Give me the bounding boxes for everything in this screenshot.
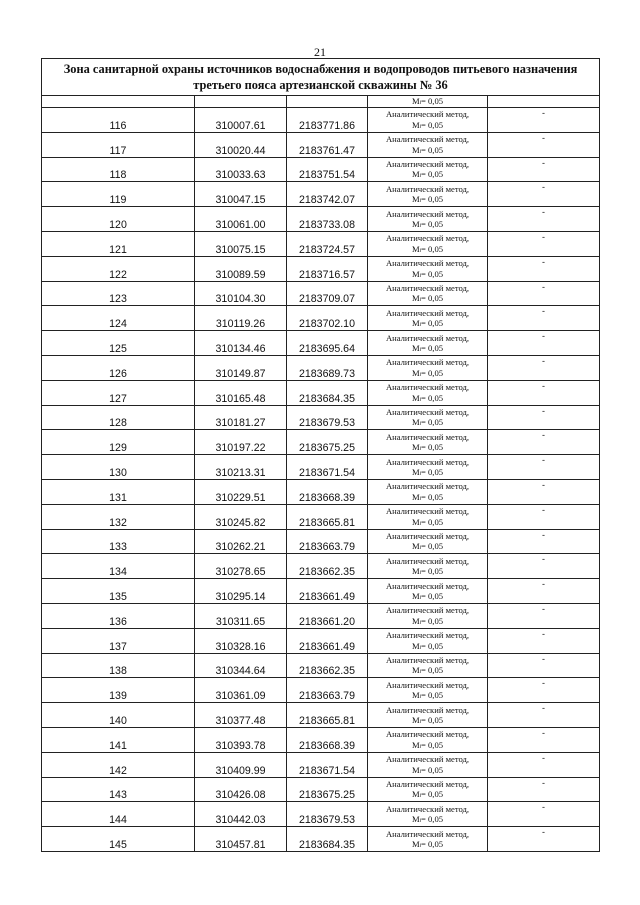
accuracy-text: Mₗ= 0,05 — [411, 194, 444, 205]
cell-note: - — [488, 479, 600, 504]
table-row-partial — [42, 96, 600, 108]
method-text: Аналитический метод, — [385, 158, 470, 169]
cell-note: - — [488, 603, 600, 628]
cell-number: 125 — [42, 331, 195, 356]
method-text: Аналитический метод, — [385, 431, 470, 442]
method-text: Аналитический метод, — [385, 754, 470, 765]
method-text: Аналитический метод, — [385, 258, 470, 269]
cell-note: - — [488, 529, 600, 554]
cell-method — [368, 157, 488, 182]
cell-method — [368, 306, 488, 331]
cell-number: 128 — [42, 405, 195, 430]
accuracy-text: Mₗ= 0,05 — [411, 367, 444, 378]
cell-method — [368, 207, 488, 232]
table-row — [42, 777, 600, 802]
cell-y: 2183742.07 — [287, 182, 368, 207]
cell-y: 2183662.35 — [287, 554, 368, 579]
cell-note: - — [488, 355, 600, 380]
cell-x: 310442.03 — [195, 802, 287, 827]
cell-y: 2183695.64 — [287, 331, 368, 356]
accuracy-text: Mₗ= 0,05 — [411, 318, 444, 329]
table-title-line-2: третьего пояса артезианской скважины № 36 — [193, 78, 448, 92]
cell-x: 310377.48 — [195, 703, 287, 728]
accuracy-text: Mₗ= 0,05 — [411, 467, 444, 478]
cell-x: 310104.30 — [195, 281, 287, 306]
cell-note: - — [488, 306, 600, 331]
table-title-row — [42, 59, 600, 96]
cell-number: 134 — [42, 554, 195, 579]
cell-note: - — [488, 281, 600, 306]
accuracy-text: Mₗ= 0,05 — [411, 293, 444, 304]
cell-y: 2183665.81 — [287, 703, 368, 728]
cell-number: 119 — [42, 182, 195, 207]
cell-x: 310061.00 — [195, 207, 287, 232]
cell-number: 136 — [42, 603, 195, 628]
cell-x — [195, 96, 287, 108]
cell-note: - — [488, 504, 600, 529]
accuracy-text: Mₗ= 0,05 — [411, 144, 444, 155]
cell-method — [368, 554, 488, 579]
table-row — [42, 256, 600, 281]
cell-y: 2183702.10 — [287, 306, 368, 331]
cell-number: 116 — [42, 108, 195, 133]
cell-method — [368, 603, 488, 628]
cell-x: 310089.59 — [195, 256, 287, 281]
cell-note: - — [488, 579, 600, 604]
cell-y: 2183663.79 — [287, 529, 368, 554]
cell-x: 310149.87 — [195, 355, 287, 380]
cell-method — [368, 628, 488, 653]
cell-x: 310426.08 — [195, 777, 287, 802]
cell-note: - — [488, 752, 600, 777]
cell-note: - — [488, 157, 600, 182]
accuracy-text: Mₗ= 0,05 — [411, 789, 444, 800]
table-row — [42, 727, 600, 752]
table-row — [42, 802, 600, 827]
cell-number: 124 — [42, 306, 195, 331]
page-number: 21 — [314, 45, 326, 59]
cell-y: 2183716.57 — [287, 256, 368, 281]
method-text: Аналитический метод, — [385, 530, 470, 541]
cell-number: 142 — [42, 752, 195, 777]
table-row — [42, 603, 600, 628]
accuracy-text: Mₗ= 0,05 — [411, 839, 444, 849]
cell-note: - — [488, 653, 600, 678]
cell-x: 310393.78 — [195, 727, 287, 752]
cell-x: 310457.81 — [195, 827, 287, 852]
accuracy-text: Mₗ= 0,05 — [411, 739, 444, 750]
cell-y: 2183661.49 — [287, 579, 368, 604]
method-text: Аналитический метод, — [385, 481, 470, 492]
method-text: Аналитический метод, — [385, 605, 470, 616]
cell-method — [368, 479, 488, 504]
table-row — [42, 653, 600, 678]
cell-number — [42, 96, 195, 108]
cell-method — [368, 653, 488, 678]
cell-y: 2183761.47 — [287, 132, 368, 157]
accuracy-text: Mₗ= 0,05 — [411, 516, 444, 527]
table-row — [42, 132, 600, 157]
cell-number: 129 — [42, 430, 195, 455]
cell-method — [368, 231, 488, 256]
cell-x: 310213.31 — [195, 455, 287, 480]
method-text: Аналитический метод, — [385, 233, 470, 244]
cell-note: - — [488, 430, 600, 455]
cell-x: 310075.15 — [195, 231, 287, 256]
cell-method — [368, 827, 488, 852]
method-text: Аналитический метод, — [385, 506, 470, 517]
cell-number: 138 — [42, 653, 195, 678]
cell-note: - — [488, 231, 600, 256]
cell-x: 310007.61 — [195, 108, 287, 133]
accuracy-text: Mₗ= 0,05 — [411, 392, 444, 403]
table-row — [42, 430, 600, 455]
cell-method — [368, 529, 488, 554]
cell-x: 310278.65 — [195, 554, 287, 579]
cell-y: 2183679.53 — [287, 405, 368, 430]
accuracy-text: Mₗ= 0,05 — [411, 591, 444, 602]
cell-y: 2183671.54 — [287, 455, 368, 480]
table-row — [42, 628, 600, 653]
cell-x: 310020.44 — [195, 132, 287, 157]
method-text: Аналитический метод, — [385, 704, 470, 715]
cell-note: - — [488, 405, 600, 430]
cell-number: 127 — [42, 380, 195, 405]
cell-x: 310033.63 — [195, 157, 287, 182]
cell-y: 2183668.39 — [287, 479, 368, 504]
method-text: Аналитический метод, — [385, 382, 470, 393]
table-row — [42, 108, 600, 133]
method-text: Аналитический метод, — [385, 580, 470, 591]
table-row — [42, 678, 600, 703]
method-text: Аналитический метод, — [385, 357, 470, 368]
method-text: Аналитический метод, — [385, 555, 470, 566]
method-text: Аналитический метод, — [385, 208, 470, 219]
method-text: Аналитический метод, — [385, 134, 470, 145]
table-row — [42, 355, 600, 380]
method-text: Аналитический метод, — [385, 803, 470, 814]
accuracy-text: Mₗ= 0,05 — [411, 268, 444, 279]
table-row — [42, 479, 600, 504]
method-text: Аналитический метод, — [385, 778, 470, 789]
cell-note: - — [488, 207, 600, 232]
cell-x: 310409.99 — [195, 752, 287, 777]
cell-method — [368, 281, 488, 306]
cell-method — [368, 380, 488, 405]
cell-x: 310361.09 — [195, 678, 287, 703]
accuracy-text: Mₗ= 0,05 — [411, 243, 444, 254]
cell-x: 310328.16 — [195, 628, 287, 653]
method-text: Аналитический метод, — [385, 282, 470, 293]
method-text: Аналитический метод, — [385, 679, 470, 690]
cell-note: - — [488, 777, 600, 802]
cell-method — [368, 96, 488, 108]
accuracy-text: Mₗ= 0,05 — [411, 665, 444, 676]
cell-y — [287, 96, 368, 108]
method-text: Аналитический метод, — [385, 630, 470, 641]
cell-x: 310119.26 — [195, 306, 287, 331]
cell-method — [368, 504, 488, 529]
cell-number: 137 — [42, 628, 195, 653]
cell-note — [488, 96, 600, 108]
method-text: Аналитический метод, — [385, 307, 470, 318]
accuracy-text: Mₗ= 0,05 — [411, 491, 444, 502]
cell-number: 132 — [42, 504, 195, 529]
table-row — [42, 752, 600, 777]
table-row — [42, 182, 600, 207]
table-row — [42, 157, 600, 182]
cell-method — [368, 256, 488, 281]
cell-number: 121 — [42, 231, 195, 256]
cell-y: 2183662.35 — [287, 653, 368, 678]
cell-method — [368, 455, 488, 480]
table-row — [42, 207, 600, 232]
table-row — [42, 703, 600, 728]
cell-y: 2183661.20 — [287, 603, 368, 628]
cell-x: 310344.64 — [195, 653, 287, 678]
cell-note: - — [488, 802, 600, 827]
table-row — [42, 331, 600, 356]
cell-method — [368, 777, 488, 802]
cell-x: 310165.48 — [195, 380, 287, 405]
cell-method — [368, 108, 488, 133]
table-row — [42, 455, 600, 480]
cell-x: 310295.14 — [195, 579, 287, 604]
cell-y: 2183675.25 — [287, 430, 368, 455]
method-text: Аналитический метод, — [385, 729, 470, 740]
cell-note: - — [488, 703, 600, 728]
cell-note: - — [488, 331, 600, 356]
cell-y: 2183671.54 — [287, 752, 368, 777]
cell-number: 131 — [42, 479, 195, 504]
boundary-points-table — [41, 58, 600, 852]
cell-method — [368, 727, 488, 752]
cell-y: 2183661.49 — [287, 628, 368, 653]
cell-note: - — [488, 678, 600, 703]
cell-y: 2183679.53 — [287, 802, 368, 827]
method-text: Аналитический метод, — [385, 183, 470, 194]
accuracy-text: Mₗ= 0,05 — [411, 343, 444, 354]
cell-note: - — [488, 455, 600, 480]
cell-number: 130 — [42, 455, 195, 480]
accuracy-text: Mₗ= 0,05 — [411, 169, 444, 180]
cell-method — [368, 752, 488, 777]
cell-x: 310197.22 — [195, 430, 287, 455]
cell-note: - — [488, 727, 600, 752]
cell-y: 2183675.25 — [287, 777, 368, 802]
cell-note: - — [488, 132, 600, 157]
table-row — [42, 380, 600, 405]
cell-y: 2183689.73 — [287, 355, 368, 380]
cell-method — [368, 132, 488, 157]
cell-y: 2183663.79 — [287, 678, 368, 703]
cell-note: - — [488, 827, 600, 852]
cell-number: 145 — [42, 827, 195, 852]
cell-note: - — [488, 554, 600, 579]
cell-y: 2183724.57 — [287, 231, 368, 256]
accuracy-text: Mₗ= 0,05 — [411, 96, 444, 107]
table-row — [42, 231, 600, 256]
cell-x: 310181.27 — [195, 405, 287, 430]
method-text: Аналитический метод, — [385, 456, 470, 467]
cell-y: 2183771.86 — [287, 108, 368, 133]
cell-method — [368, 802, 488, 827]
cell-y: 2183709.07 — [287, 281, 368, 306]
accuracy-text: Mₗ= 0,05 — [411, 566, 444, 577]
cell-y: 2183751.54 — [287, 157, 368, 182]
cell-number: 122 — [42, 256, 195, 281]
cell-method — [368, 182, 488, 207]
cell-method — [368, 355, 488, 380]
accuracy-text: Mₗ= 0,05 — [411, 219, 444, 230]
table-row — [42, 306, 600, 331]
cell-number: 120 — [42, 207, 195, 232]
table-title-line-1: Зона санитарной охраны источников водоснабжения и водопроводов питьевого назначения — [63, 62, 578, 76]
cell-y: 2183665.81 — [287, 504, 368, 529]
table-row — [42, 405, 600, 430]
cell-number: 117 — [42, 132, 195, 157]
cell-method — [368, 331, 488, 356]
table-row — [42, 281, 600, 306]
accuracy-text: Mₗ= 0,05 — [411, 615, 444, 626]
cell-y: 2183733.08 — [287, 207, 368, 232]
cell-note: - — [488, 628, 600, 653]
table-title — [42, 59, 600, 96]
cell-number: 126 — [42, 355, 195, 380]
cell-x: 310047.15 — [195, 182, 287, 207]
method-text: Аналитический метод, — [385, 109, 470, 120]
cell-y: 2183684.35 — [287, 827, 368, 852]
accuracy-text: Mₗ= 0,05 — [411, 119, 444, 130]
accuracy-text: Mₗ= 0,05 — [411, 764, 444, 775]
cell-number: 133 — [42, 529, 195, 554]
accuracy-text: Mₗ= 0,05 — [411, 541, 444, 552]
cell-note: - — [488, 256, 600, 281]
cell-x: 310229.51 — [195, 479, 287, 504]
method-text: Аналитический метод, — [385, 828, 470, 839]
accuracy-text: Mₗ= 0,05 — [411, 442, 444, 453]
accuracy-text: Mₗ= 0,05 — [411, 690, 444, 701]
cell-note: - — [488, 380, 600, 405]
table-row — [42, 504, 600, 529]
accuracy-text: Mₗ= 0,05 — [411, 715, 444, 726]
method-text: Аналитический метод, — [385, 332, 470, 343]
accuracy-text: Mₗ= 0,05 — [411, 640, 444, 651]
cell-method — [368, 405, 488, 430]
cell-number: 143 — [42, 777, 195, 802]
cell-x: 310245.82 — [195, 504, 287, 529]
cell-x: 310134.46 — [195, 331, 287, 356]
table-row — [42, 579, 600, 604]
cell-method — [368, 430, 488, 455]
table-row — [42, 529, 600, 554]
cell-number: 140 — [42, 703, 195, 728]
cell-x: 310311.65 — [195, 603, 287, 628]
cell-method — [368, 579, 488, 604]
cell-number: 123 — [42, 281, 195, 306]
cell-number: 139 — [42, 678, 195, 703]
table-row — [42, 554, 600, 579]
cell-number: 141 — [42, 727, 195, 752]
method-text: Аналитический метод, — [385, 654, 470, 665]
cell-note: - — [488, 182, 600, 207]
cell-method — [368, 678, 488, 703]
cell-x: 310262.21 — [195, 529, 287, 554]
cell-note: - — [488, 108, 600, 133]
table-row — [42, 827, 600, 852]
method-text: Аналитический метод, — [385, 406, 470, 417]
cell-number: 118 — [42, 157, 195, 182]
cell-method — [368, 703, 488, 728]
accuracy-text: Mₗ= 0,05 — [411, 417, 444, 428]
cell-number: 135 — [42, 579, 195, 604]
cell-number: 144 — [42, 802, 195, 827]
cell-y: 2183684.35 — [287, 380, 368, 405]
cell-y: 2183668.39 — [287, 727, 368, 752]
accuracy-text: Mₗ= 0,05 — [411, 814, 444, 825]
